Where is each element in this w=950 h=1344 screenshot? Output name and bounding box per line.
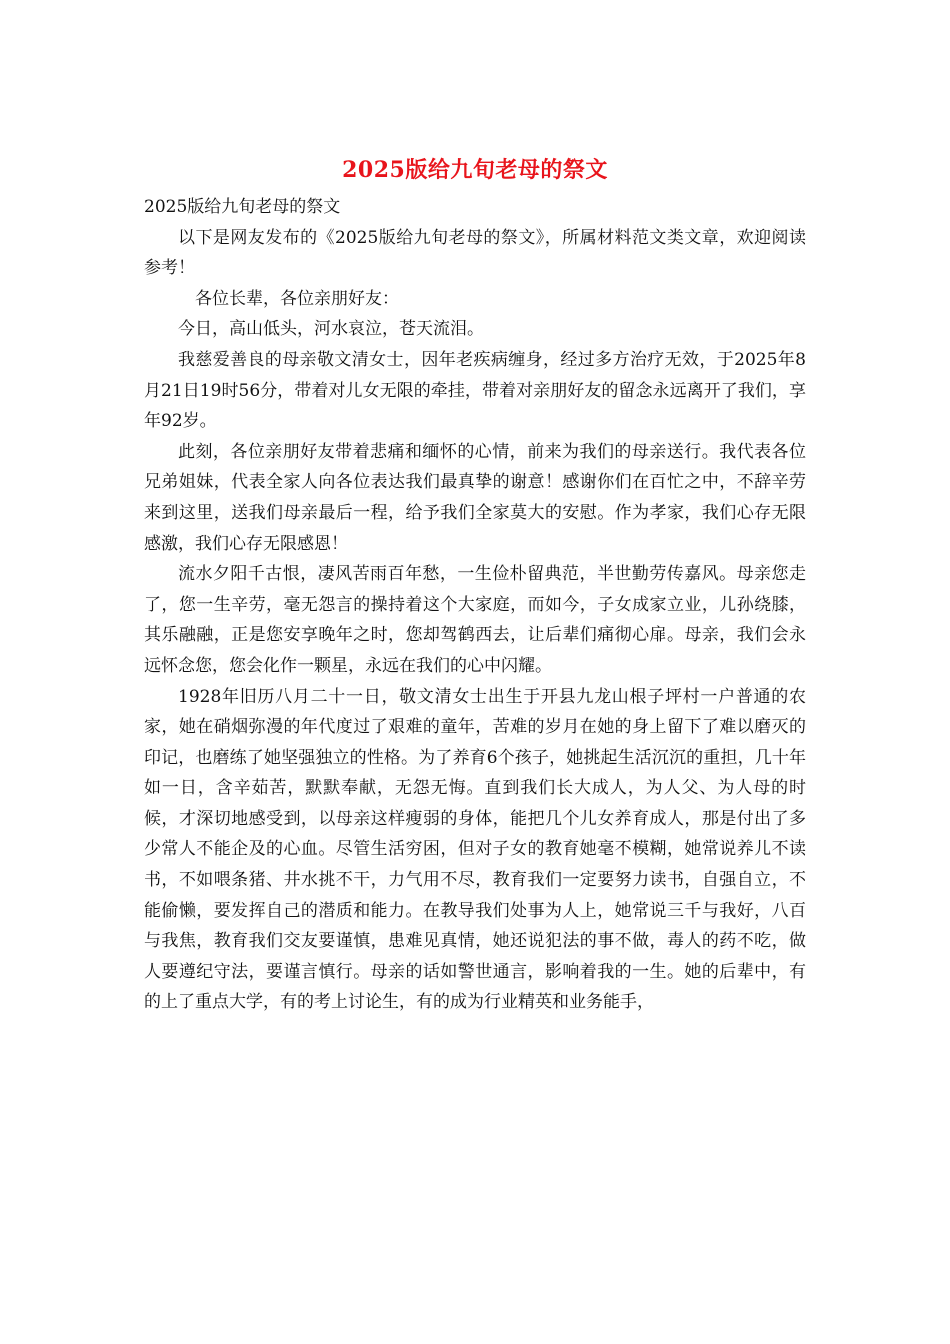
body-paragraph: 我慈爱善良的母亲敬文清女士，因年老疾病缠身，经过多方治疗无效，于2025年8月21日19时56分，带着对儿女无限的牵挂，带着对亲朋好友的留念永远离开了我们，享年92岁。 bbox=[144, 349, 806, 432]
document-subtitle: 2025版给九旬老母的祭文 bbox=[144, 197, 341, 217]
body-paragraph: 今日，高山低头，河水哀泣，苍天流泪。 bbox=[178, 319, 484, 340]
intro-paragraph: 以下是网友发布的《2025版给九旬老母的祭文》，所属材料范文类文章，欢迎阅读参考！ bbox=[144, 227, 806, 279]
document-title: 2025版给九旬老母的祭文 bbox=[342, 157, 608, 183]
body-paragraph: 1928年旧历八月二十一日，敬文清女士出生于开县九龙山根子坪村一户普通的农家，她在硝烟弥漫的年代度过了艰难的童年，苦难的岁月在她的身上留下了难以磨灭的印记，也磨练了她坚强独立的性格。为了养育6个孩子，她挑起生活沉沉的重担，几十年如一日，含辛茹苦，默默奉献，无怨无悔。直到我们长大成人，为人父、为人母的时候，才深切地感受到，以母亲这样瘦弱的身体，能把几个儿女养育成人，那是付出了多少常人不能企及的心血。尽管生活穷困，但对子女的教育她毫不模糊，她常说养儿不读书，不如喂条猪、井水挑不干，力气用不尽，教育我们一定要努力读书，自强自立，不能偷懒，要发挥自己的潜质和能力。在教导我们处事为人上，她常说三千与我好，八百与我焦，教育我们交友要谨慎，患难见真情，她还说犯法的事不做，毒人的药不吃，做人要遵纪守法，要谨言慎行。母亲的话如警世通言，影响着我的一生。她的后辈中，有的上了重点大学，有的考上讨论生，有的成为行业精英和业务能手， bbox=[144, 686, 806, 1013]
greeting-paragraph: 各位长辈，各位亲朋好友： bbox=[195, 288, 399, 309]
body-paragraph: 流水夕阳千古恨，凄风苦雨百年愁，一生俭朴留典范，半世勤劳传嘉风。母亲您走了，您一生辛劳，毫无怨言的操持着这个大家庭，而如今，子女成家立业，儿孙绕膝，其乐融融，正是您安享晚年之时，您却驾鹤西去，让后辈们痛彻心扉。母亲，我们会永远怀念您，您会化作一颗星，永远在我们的心中闪耀。 bbox=[144, 564, 806, 676]
body-paragraph: 此刻，各位亲朋好友带着悲痛和缅怀的心情，前来为我们的母亲送行。我代表各位兄弟姐妹，代表全家人向各位表达我们最真挚的谢意！感谢你们在百忙之中，不辞辛劳来到这里，送我们母亲最后一程，给予我们全家莫大的安慰。作为孝家，我们心存无限感激，我们心存无限感恩！ bbox=[144, 441, 806, 554]
document-page bbox=[144, 150, 806, 1018]
